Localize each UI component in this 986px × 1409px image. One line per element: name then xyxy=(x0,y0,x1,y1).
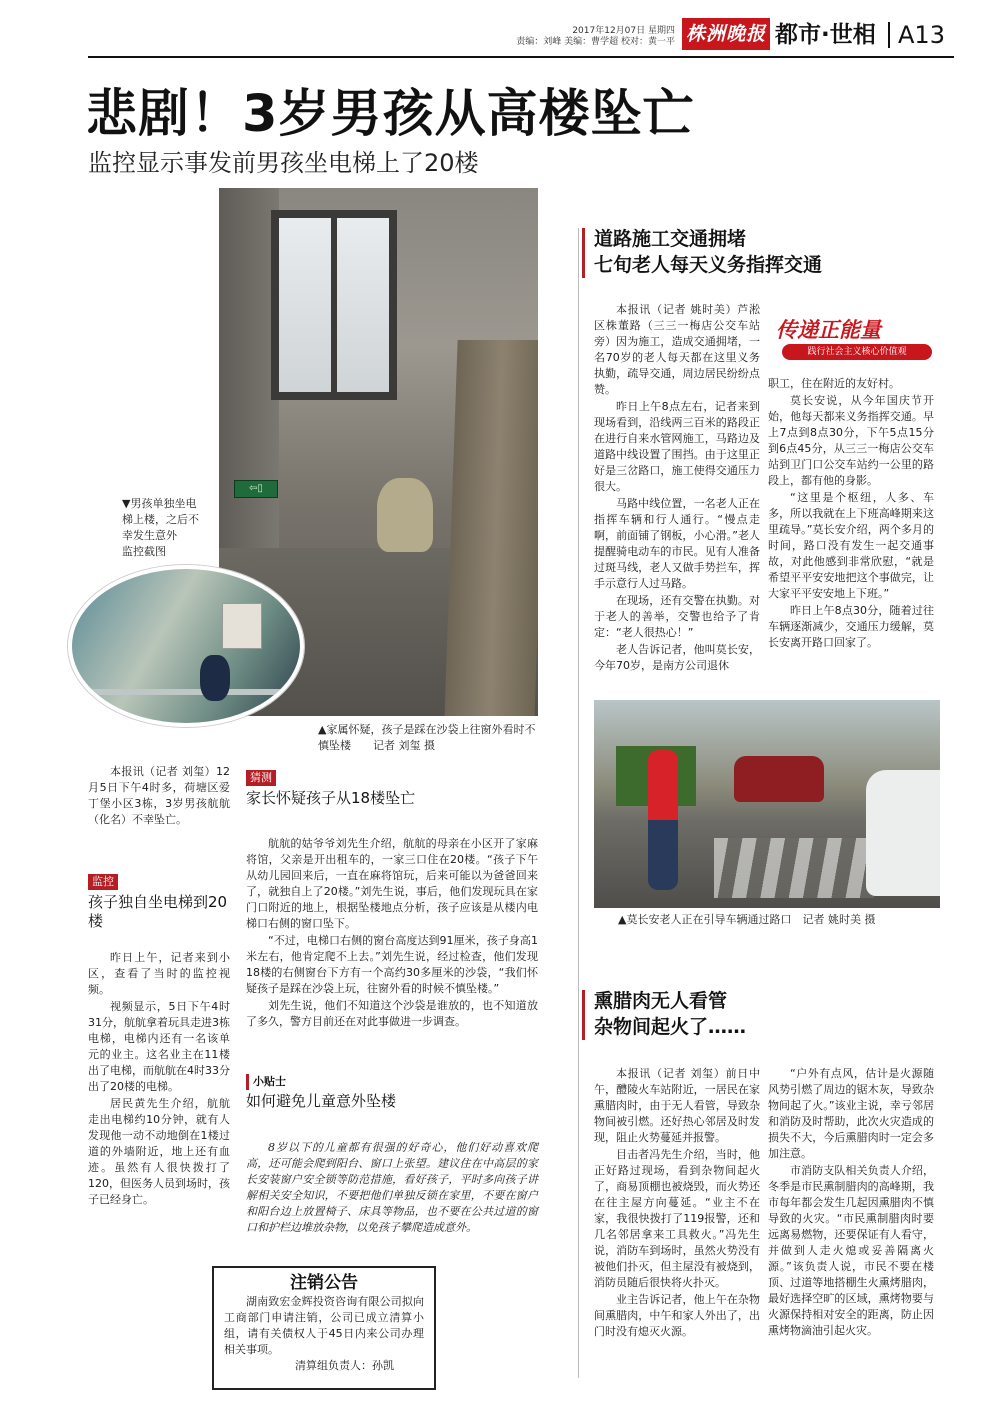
traffic-para: 莫长安说，从今年国庆节开始，他每天都来义务指挥交通。早上7点到8点30分，下午5点15分到6点45分，从三三一梅店公交车站到卫门口公交车站约一公里的路段上，都有他的身影。 xyxy=(768,394,934,487)
notice-body: 湖南致宏金辉投资咨询有限公司拟向工商部门申请注销，公司已成立清算小组，请有关债权人于45日内来公司办理相关事项。 xyxy=(224,1295,424,1356)
notice-signature: 清算组负责人：孙凯 xyxy=(295,1359,394,1372)
traffic-para: 昨日上午8点左右，记者来到现场看到，沿线两三百米的路段正在进行自来水管网施工，马路边及道路中线设置了围挡。由于这里正好是三岔路口，施工使得交通压力很大。 xyxy=(594,400,760,493)
header-rule xyxy=(88,56,954,58)
traffic-col1 xyxy=(594,302,760,675)
section-name: 都市·世相 xyxy=(775,22,876,48)
notice-title: 注销公告 xyxy=(290,1273,358,1293)
positive-energy-badge xyxy=(768,310,938,374)
header-info xyxy=(515,26,675,48)
jiankong-para: 居民黄先生介绍，航航走出电梯约10分钟，就有人发现他一动不动地倒在1楼过道的外墙附近，地上还有血迹。虽然有人很快拨打了120，但医务人员到场时，孩子已经身亡。 xyxy=(88,1097,230,1206)
traffic-para: 职工，住在附近的友好村。 xyxy=(768,377,900,390)
intro-para: 本报讯（记者 刘玺）12月5日下午4时多，荷塘区爱丁堡小区3栋，3岁男孩航航（化名）不幸坠亡。 xyxy=(88,765,230,826)
fire-para: 业主告诉记者，他上午在杂物间熏腊肉，中午和家人外出了，出门时没有熄灭火源。 xyxy=(594,1293,760,1338)
label-jiankong: 监控 xyxy=(88,874,118,890)
traffic-headline-line2: 七旬老人每天义务指挥交通 xyxy=(594,254,823,276)
caice-body xyxy=(246,836,538,1031)
photo-red-car xyxy=(734,756,824,802)
caice-para: 航航的姑爷爷刘先生介绍，航航的母亲在小区开了家麻将馆，父亲是开出租车的，一家三口住在20楼。“孩子下午从幼儿园回来后，一直在麻将馆玩，后来可能以为爸爸回来了，就独自上了20楼。”刘先生说，事后，他们发现玩具在家门口附近的地上，根据坠楼地点分析，孩子应该是从楼内电梯口右侧的窗口坠下。 xyxy=(246,837,538,930)
column-divider xyxy=(578,228,579,1378)
lead-intro xyxy=(88,764,230,829)
caice-para: 刘先生说，他们不知道这个沙袋是谁放的，也不知道放了多久，警方目前还在对此事做进一步调查。 xyxy=(246,999,538,1028)
tips-para: 8岁以下的儿童都有很强的好奇心，他们好动喜欢爬高，还可能会爬到阳台、窗口上张望。建议住在中高层的家长安装窗户安全锁等防范措施，看好孩子，平时多向孩子讲解相关安全知识，不要把他们单独反锁在家里，不要在窗户和阳台边上放置椅子、床具等物品，也不要在公共过道的窗口和护栏边堆放杂物，以免孩子攀爬造成意外。 xyxy=(246,1141,538,1234)
photo-board xyxy=(444,340,538,716)
traffic-para: 老人告诉记者，他叫莫长安，今年70岁，是南方公司退休 xyxy=(594,643,760,672)
child-figure xyxy=(200,655,230,701)
jiankong-para: 视频显示，5日下午4时31分，航航拿着玩具走进3栋电梯，电梯内还有一名该单元的业主。这名业主在11楼出了电梯，而航航在4时33分出了20楼的电梯。 xyxy=(88,1000,230,1093)
elevator-rail xyxy=(72,689,304,695)
traffic-para: “这里是个枢纽，人多、车多，所以我就在上下班高峰期来这里疏导。”莫长安介绍，两个多月的时间，路口没有发生一起交通事故，对此他感到非常欣慰，“就是希望平平安安地把这个事做完，让大家平平安安地上下班。” xyxy=(768,491,934,600)
fire-headline-mark xyxy=(582,990,585,1040)
caption-room: ▲家属怀疑，孩子是踩在沙袋上往窗外看时不慎坠楼 记者 刘玺 摄 xyxy=(318,723,536,752)
traffic-headline-line1: 道路施工交通拥堵 xyxy=(594,228,747,250)
fire-para: 目击者冯先生介绍，当时，他正好路过现场，看到杂物间起火了，商易顶棚也被烧毁，而火势还在往主屋方向蔓延。“业主不在家，我很快拨打了119报警，还和几名邻居拿来工具救火。”冯先生说，消防车到场时，虽然火势没有被他们扑灭，但主屋没有被烧到，消防员随后很快将火扑灭。 xyxy=(594,1148,760,1289)
label-caice: 猜测 xyxy=(246,770,276,786)
masthead-logo: 株洲晚报 xyxy=(682,18,770,50)
photo-crosswalk xyxy=(714,838,874,898)
fire-headline-line1: 熏腊肉无人看管 xyxy=(594,990,728,1012)
traffic-photo xyxy=(594,700,940,908)
caption-elevator: ▼男孩单独坐电梯上楼，之后不幸发生意外 监控截图 xyxy=(122,497,199,558)
caice-para: “不过，电梯口右侧的窗台高度达到91厘米，孩子身高1米左右，他肯定爬不上去。”刘先生说，经过检查，他们发现18楼的右侧窗台下方有一个高约30多厘米的沙袋，“我们怀疑孩子是踩在沙袋上玩，往窗外看的时候不慎坠楼。” xyxy=(246,934,538,995)
traffic-para: 昨日上午8点30分，随着过往车辆逐渐减少，交通压力缓解，莫长安离开路口回家了。 xyxy=(768,604,934,649)
traffic-col2 xyxy=(768,376,934,652)
fire-headline-line2: 杂物间起火了…… xyxy=(594,1016,747,1038)
fire-col1 xyxy=(594,1066,760,1341)
photo-window xyxy=(271,210,397,400)
date-line: 2017年12月07日 星期四 xyxy=(572,26,675,36)
fire-headline xyxy=(594,988,894,1040)
subtitle-jiankong: 孩子独自坐电梯到20楼 xyxy=(88,893,228,930)
subtitle-tips: 如何避免儿童意外坠楼 xyxy=(246,1092,397,1110)
sandbag xyxy=(377,478,433,552)
caption-traffic: ▲莫长安老人正在引导车辆通过路口 记者 姚时美 摄 xyxy=(618,913,876,926)
tips-body xyxy=(246,1140,538,1237)
cancellation-notice xyxy=(212,1266,436,1390)
elevator-cctv-inset xyxy=(68,565,304,727)
badge-main: 传递正能量 xyxy=(776,318,881,342)
traffic-para: 马路中线位置，一名老人正在指挥车辆和行人通行。“慢点走啊，前面铺了钢板，小心滑。”老人提醒骑电动车的市民。见有人准备过斑马线，老人又做手势拦车，挥手示意行人过马路。 xyxy=(594,497,760,590)
fire-col2 xyxy=(768,1066,934,1340)
exit-sign-icon: ⇦▯ xyxy=(234,480,278,498)
fire-para: 本报讯（记者 刘玺）前日中午，醴陵火车站附近，一居民在家熏腊肉时，由于无人看管，导致杂物间被引燃。还好热心邻居及时发现，阻止火势蔓延并报警。 xyxy=(594,1067,760,1144)
traffic-para: 本报讯（记者 姚时美）芦淞区株董路（三三一梅店公交车站旁）因为施工，造成交通拥堵，一名70岁的老人每天都在这里义务执勤，疏导交通，周边居民纷纷点赞。 xyxy=(594,303,760,396)
jiankong-para: 昨日上午，记者来到小区，查看了当时的监控视频。 xyxy=(88,951,230,996)
fire-para: 市消防支队相关负责人介绍，冬季是市民熏制腊肉的高峰期，我市每年都会发生几起因熏腊肉不慎导致的火灾。“市民熏制腊肉时要远离易燃物，还要保证有人看守，并做到人走火熄或妥善隔离火源。”该负责人说，市民不要在楼顶、过道等地搭棚生火熏烤腊肉，最好选择空旷的区域，熏烤物要与火源保持相对安全的距离，防止因熏烤物滴油引起火灾。 xyxy=(768,1164,934,1337)
traffic-headline-mark xyxy=(582,228,585,278)
editor-line: 责编：刘峰 美编：曹学超 校对：黄一平 xyxy=(516,37,675,47)
subtitle-caice: 家长怀疑孩子从18楼坠亡 xyxy=(246,789,416,807)
photo-old-man xyxy=(648,750,678,890)
lead-subheadline: 监控显示事发前男孩坐电梯上了20楼 xyxy=(88,149,479,177)
traffic-para: 在现场，还有交警在执勤。对于老人的善举，交警也给予了肯定：“老人很热心！” xyxy=(594,594,760,639)
header-divider xyxy=(888,22,890,48)
elevator-poster xyxy=(222,603,262,649)
jiankong-body xyxy=(88,950,230,1209)
badge-sub: 践行社会主义核心价值观 xyxy=(782,344,932,360)
page-number: A13 xyxy=(898,21,945,49)
label-tips: 小贴士 xyxy=(246,1074,286,1090)
fire-para: “户外有点风，估计是火源随风势引燃了周边的锯木灰，导致杂物间起了火。”该业主说，幸亏邻居和消防及时帮助，此次火灾造成的损失不大，今后熏腊肉时一定会多加注意。 xyxy=(768,1067,934,1160)
lead-headline: 悲剧！3岁男孩从高楼坠亡 xyxy=(86,85,695,144)
photo-white-car xyxy=(866,770,940,896)
traffic-headline xyxy=(594,226,894,278)
